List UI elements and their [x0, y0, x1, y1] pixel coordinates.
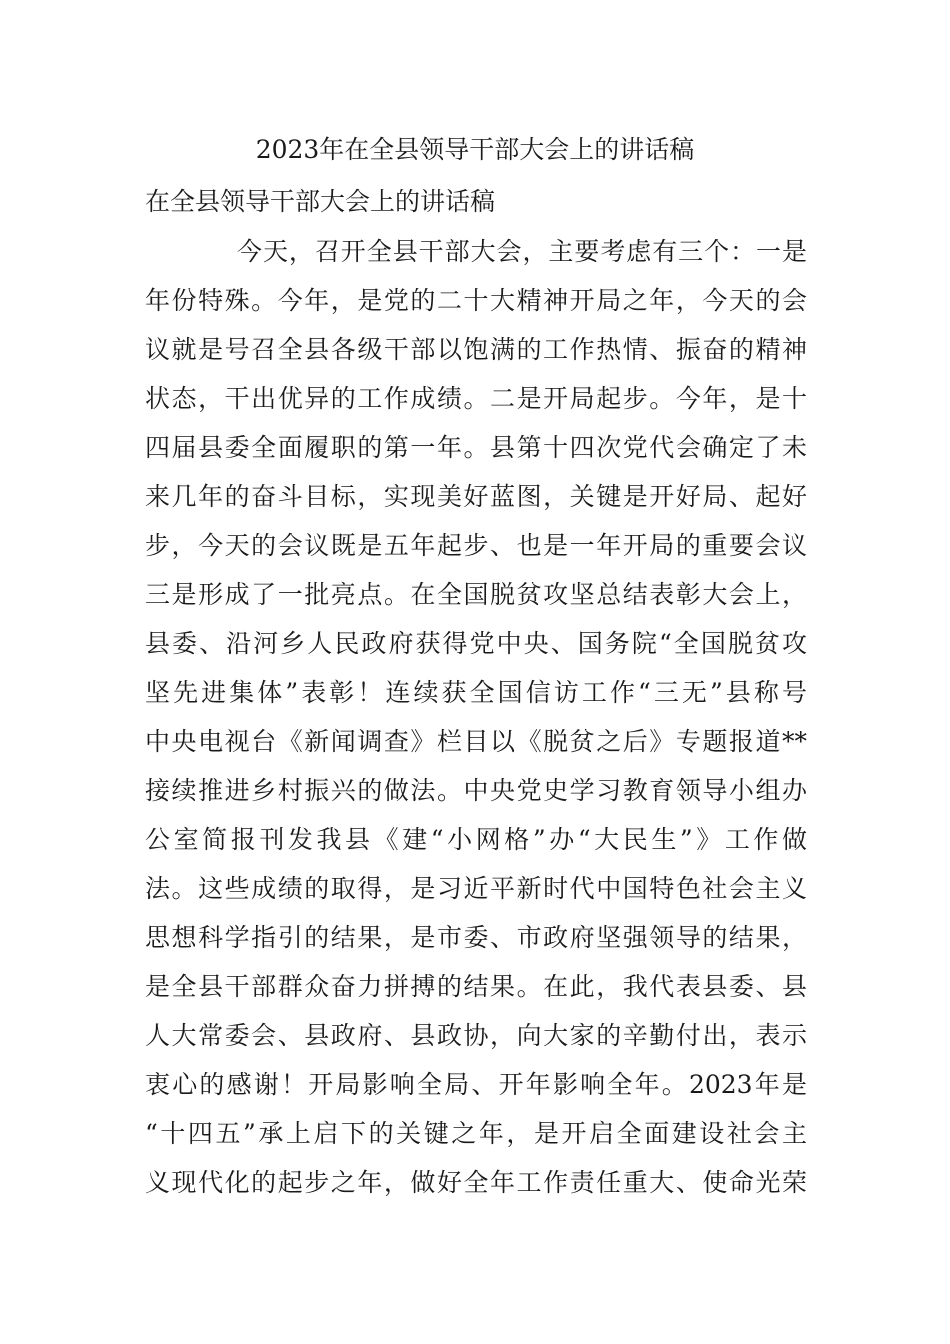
body-line: 坚先进集体”表彰！连续获全国信访工作“三无”县称号: [145, 678, 807, 707]
document-body: [145, 232, 807, 1212]
body-line: 中央电视台《新闻调查》栏目以《脱贫之后》专题报道**: [145, 727, 807, 756]
body-line: “十四五”承上启下的关键之年，是开启全面建设社会主: [145, 1119, 807, 1148]
body-line: 议就是号召全县各级干部以饱满的工作热情、振奋的精神: [145, 335, 807, 364]
body-line: 思想科学指引的结果，是市委、市政府坚强领导的结果，: [145, 923, 807, 952]
body-line: 步，今天的会议既是五年起步、也是一年开局的重要会议: [145, 531, 807, 560]
body-line: 状态，干出优异的工作成绩。二是开局起步。今年，是十: [145, 384, 807, 413]
body-line: 义现代化的起步之年，做好全年工作责任重大、使命光荣: [145, 1168, 807, 1197]
body-line: 衷心的感谢！开局影响全局、开年影响全年。2023年是: [145, 1070, 807, 1099]
body-line: 来几年的奋斗目标，实现美好蓝图，关键是开好局、起好: [145, 482, 807, 511]
body-line: 接续推进乡村振兴的做法。中央党史学习教育领导小组办: [145, 776, 807, 805]
body-line: 是全县干部群众奋力拼搏的结果。在此，我代表县委、县: [145, 972, 807, 1001]
document-title: 2023年在全县领导干部大会上的讲话稿: [255, 135, 695, 164]
body-line: 公室简报刊发我县《建“小网格”办“大民生”》工作做: [145, 825, 807, 854]
body-line: 年份特殊。今年，是党的二十大精神开局之年，今天的会: [145, 286, 807, 315]
document-subtitle: 在全县领导干部大会上的讲话稿: [145, 187, 496, 216]
body-line: 人大常委会、县政府、县政协，向大家的辛勤付出，表示: [145, 1021, 807, 1050]
body-line: 四届县委全面履职的第一年。县第十四次党代会确定了未: [145, 433, 807, 462]
body-line: 县委、沿河乡人民政府获得党中央、国务院“全国脱贫攻: [145, 629, 807, 658]
body-line: 三是形成了一批亮点。在全国脱贫攻坚总结表彰大会上，: [145, 580, 807, 609]
body-line: 今天，召开全县干部大会，主要考虑有三个：一是: [237, 237, 807, 266]
body-line: 法。这些成绩的取得，是习近平新时代中国特色社会主义: [145, 874, 807, 903]
